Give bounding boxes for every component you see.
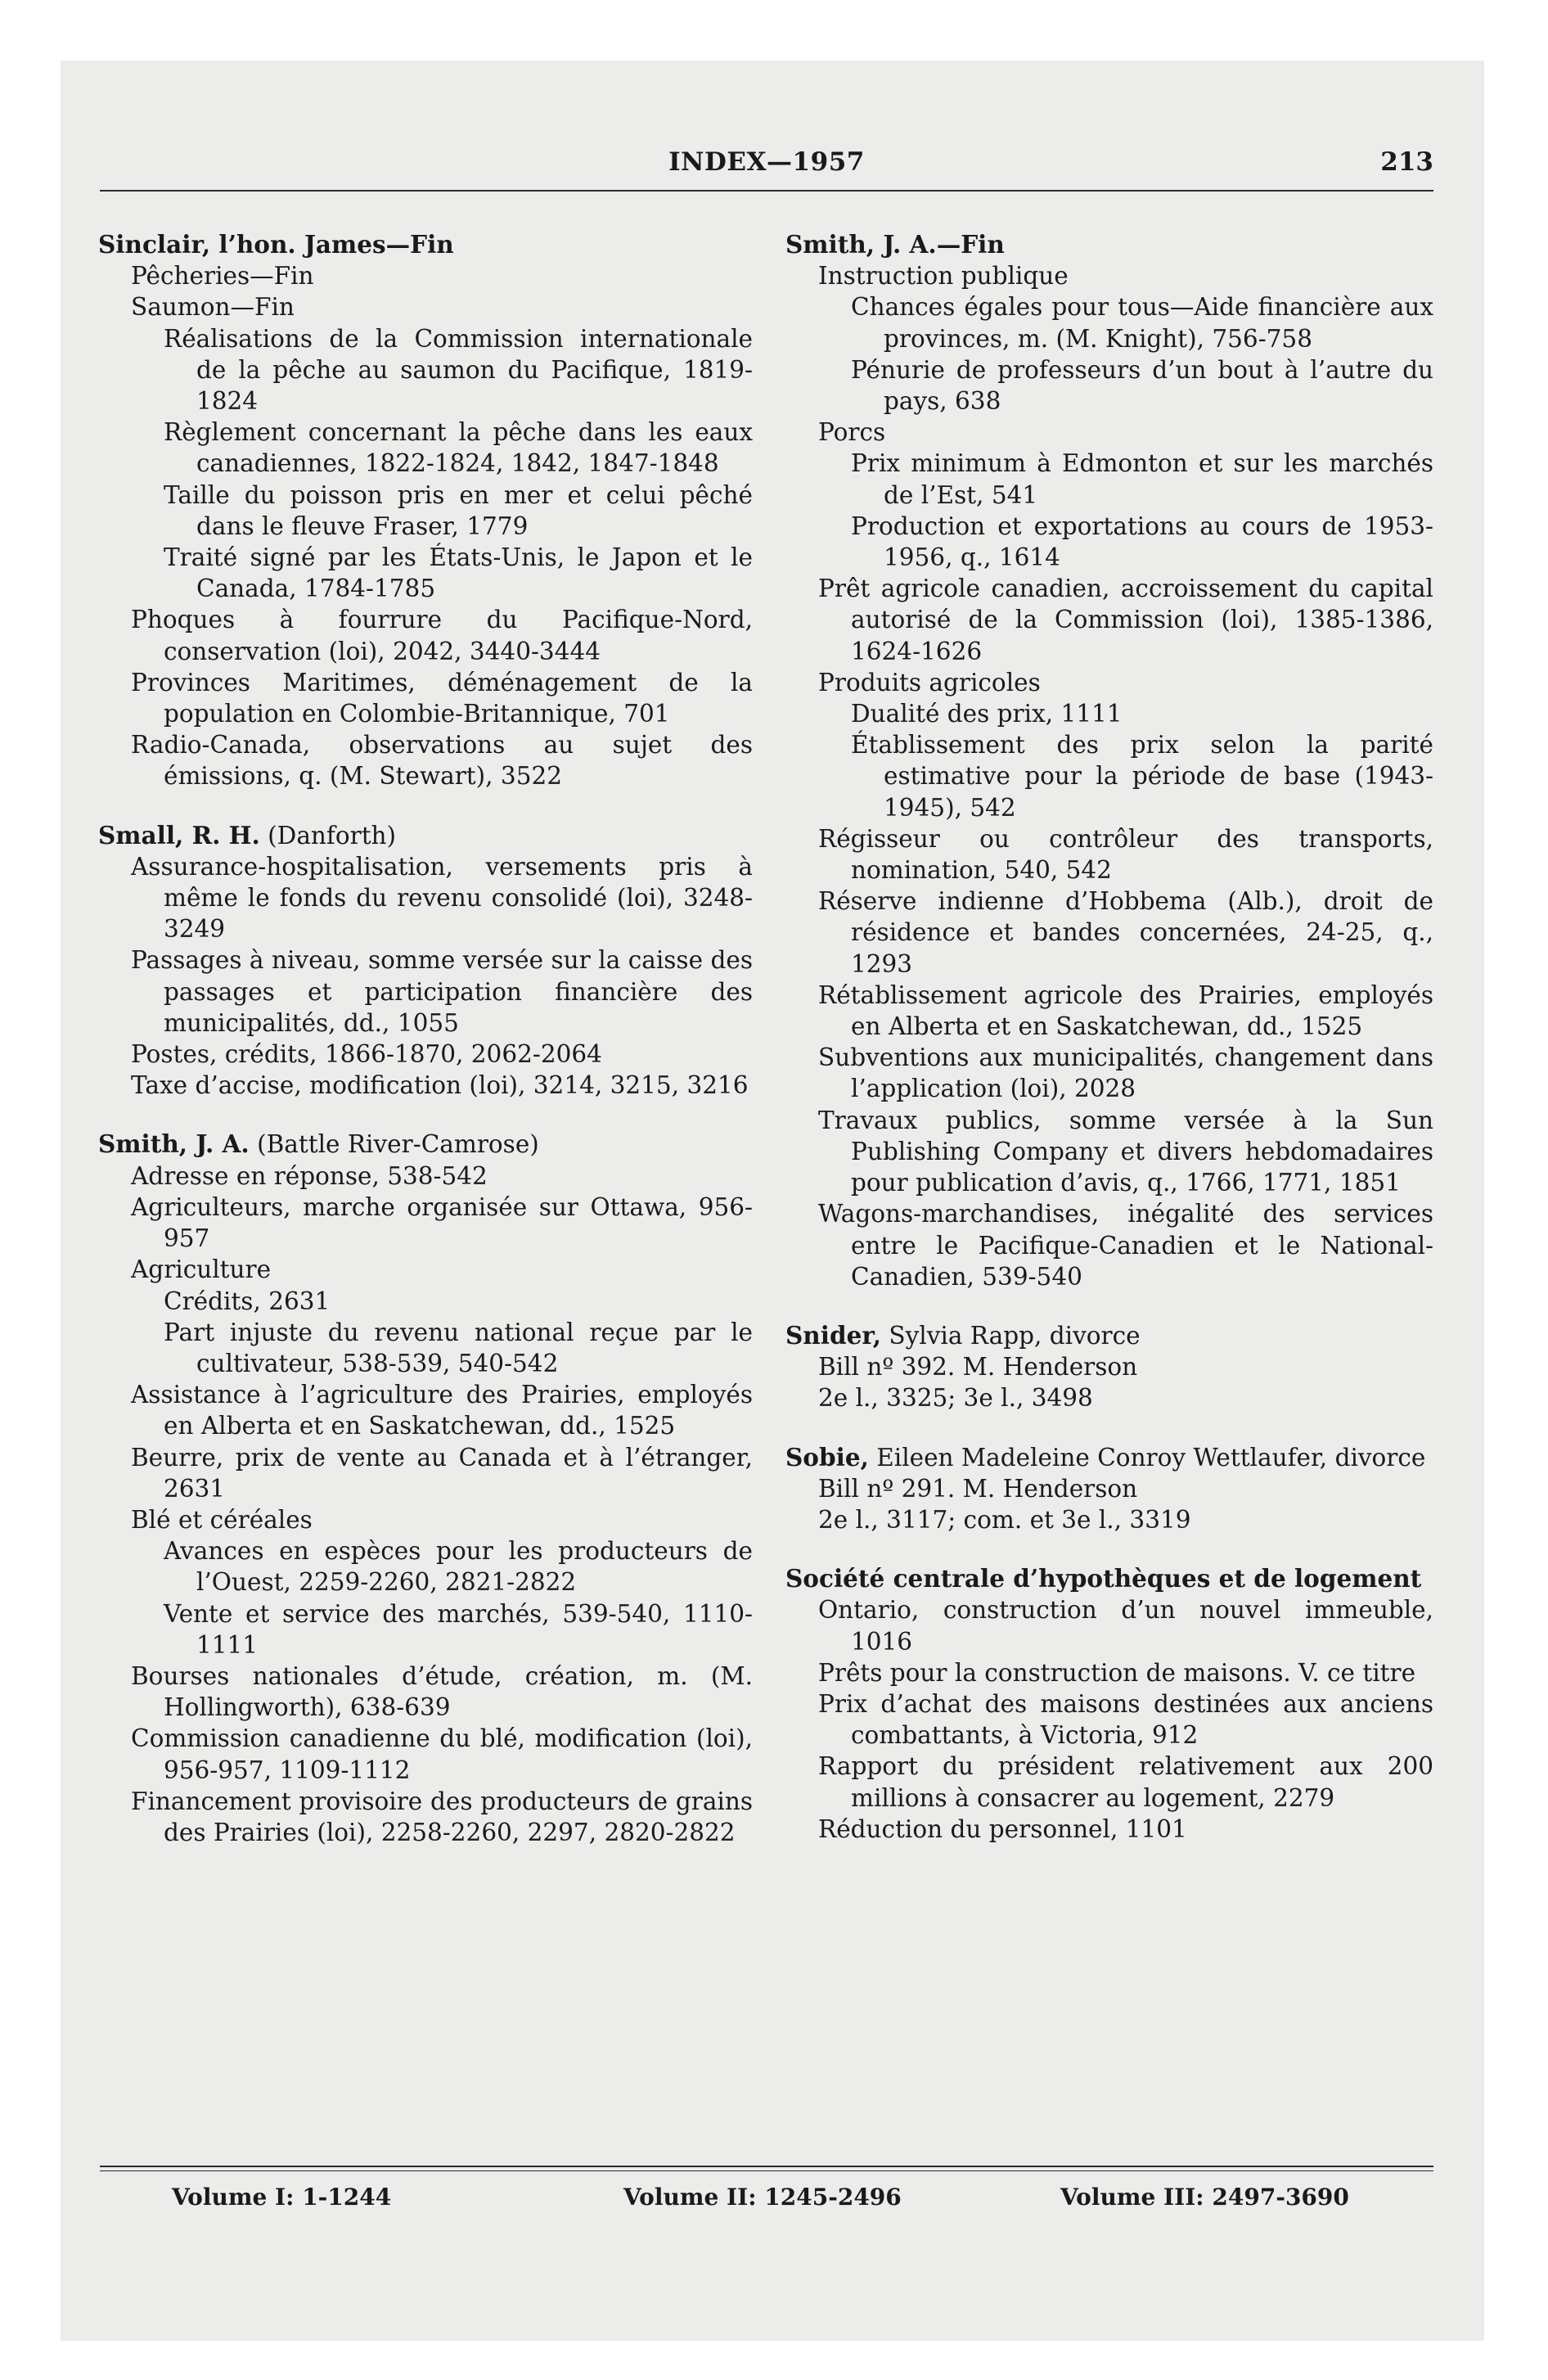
- header-rule: [100, 190, 1433, 192]
- subentry: Régisseur ou contrôleur des transports, nomination, 540, 542: [818, 824, 1433, 885]
- subentry: Travaux publics, somme versée à la Sun Publishing Company et divers hebdomadaires pour publication d’avis, q., 1766, 1771, 1851: [818, 1106, 1433, 1197]
- subentry: Rétablissement agricole des Prairies, employés en Alberta et en Saskatchewan, dd., 1525: [818, 980, 1433, 1041]
- volume-3-range: Volume III: 2497-3690: [1060, 2184, 1349, 2211]
- volume-2-range: Volume II: 1245-2496: [623, 2184, 902, 2211]
- left-column: [98, 229, 753, 1848]
- entry-riding: (Battle River-Camrose): [249, 1130, 539, 1159]
- subentry: Établissement des prix selon la parité estimative pour la période de base (1943-1945), 542: [851, 731, 1433, 822]
- subentry: Beurre, prix de vente au Canada et à l’étranger, 2631: [131, 1443, 753, 1503]
- subentry: Production et exportations au cours de 1953-1956, q., 1614: [851, 512, 1433, 572]
- volume-key: [100, 2184, 1433, 2216]
- subentry: Blé et céréales: [131, 1505, 313, 1534]
- subentry: Bourses nationales d’étude, création, m. (M. Hollingworth), 638-639: [131, 1661, 753, 1722]
- footer-rule: [100, 2166, 1433, 2167]
- subentry: Produits agricoles: [818, 668, 1041, 696]
- entry-name: Small, R. H.: [98, 820, 260, 850]
- subentry: Adresse en réponse, 538-542: [131, 1161, 488, 1190]
- subentry: Ontario, construction d’un nouvel immeuble, 1016: [818, 1596, 1433, 1656]
- subentry: Bill nº 392. M. Henderson: [818, 1353, 1138, 1382]
- subentry: 2e l., 3117; com. et 3e l., 3319: [818, 1505, 1191, 1534]
- subentry: Traité signé par les États-Unis, le Japon et le Canada, 1784-1785: [164, 543, 753, 603]
- entry-heading: Sinclair, l’hon. James—Fin: [98, 230, 454, 259]
- running-header: [100, 147, 1433, 188]
- entry-heading: Smith, J. A.—Fin: [785, 230, 1005, 259]
- subentry: Provinces Maritimes, déménagement de la population en Colombie-Britannique, 701: [131, 668, 753, 728]
- subentry: Agriculteurs, marche organisée sur Ottawa, 956-957: [131, 1192, 753, 1253]
- entry-heading: Société centrale d’hypothèques et de logement: [785, 1564, 1422, 1593]
- subentry: Phoques à fourrure du Pacifique-Nord, conservation (loi), 2042, 3440-3444: [131, 606, 753, 665]
- entry-heading: [785, 1320, 1433, 1351]
- volume-1-range: Volume I: 1-1244: [172, 2184, 392, 2211]
- subentry: Dualité des prix, 1111: [851, 700, 1123, 728]
- subentry: Agriculture: [131, 1255, 272, 1284]
- subentry: Instruction publique: [818, 262, 1069, 291]
- entry-name: Smith, J. A.: [98, 1129, 250, 1159]
- entry-heading: [98, 1129, 753, 1160]
- entry-riding: (Danforth): [259, 821, 397, 850]
- subentry: Rapport du président relativement aux 200 millions à consacrer au logement, 2279: [818, 1752, 1433, 1812]
- entry-detail: Sylvia Rapp, divorce: [881, 1321, 1141, 1350]
- subentry: Part injuste du revenu national reçue par le cultivateur, 538-539, 540-542: [164, 1318, 753, 1377]
- entry-heading: [98, 820, 753, 851]
- page-title: INDEX—1957: [668, 147, 865, 177]
- subentry: Porcs: [818, 418, 886, 447]
- subentry: Assistance à l’agriculture des Prairies, employés en Alberta et en Saskatchewan, dd., 1525: [131, 1381, 753, 1440]
- subentry: Réserve indienne d’Hobbema (Alb.), droit de résidence et bandes concernées, 24-25, q., 1293: [818, 887, 1433, 978]
- subentry: Taxe d’accise, modification (loi), 3214, 3215, 3216: [131, 1071, 749, 1100]
- entry-name: Sobie,: [785, 1442, 869, 1472]
- subentry: Réduction du personnel, 1101: [818, 1814, 1187, 1843]
- subentry: Wagons-marchandises, inégalité des services entre le Pacifique-Canadien et le National-Canadien, 539-540: [818, 1200, 1433, 1291]
- subentry: Passages à niveau, somme versée sur la caisse des passages et participation financière des municipalités, dd., 1055: [131, 946, 753, 1037]
- footer-rule-thin: [100, 2170, 1433, 2171]
- subentry: Bill nº 291. M. Henderson: [818, 1474, 1138, 1503]
- subentry: Saumon—Fin: [131, 293, 295, 322]
- subentry: Prêts pour la construction de maisons. V. ce titre: [818, 1658, 1416, 1687]
- subentry: Prêt agricole canadien, accroissement du capital autorisé de la Commission (loi), 1385-1386, 1624-1626: [818, 575, 1433, 665]
- subentry: Financement provisoire des producteurs de grains des Prairies (loi), 2258-2260, 2297, 2820-2822: [131, 1787, 753, 1846]
- subentry: Règlement concernant la pêche dans les eaux canadiennes, 1822-1824, 1842, 1847-1848: [164, 418, 753, 478]
- subentry: Assurance-hospitalisation, versements pris à même le fonds du revenu consolidé (loi), 3248-3249: [131, 852, 753, 944]
- subentry: Radio-Canada, observations au sujet des émissions, q. (M. Stewart), 3522: [131, 731, 753, 791]
- subentry: Taille du poisson pris en mer et celui pêché dans le fleuve Fraser, 1779: [164, 480, 753, 540]
- subentry: Subventions aux municipalités, changement dans l’application (loi), 2028: [818, 1044, 1433, 1103]
- page-number: 213: [1380, 147, 1433, 177]
- entry-name: Snider,: [785, 1320, 882, 1350]
- entry-heading: [785, 1442, 1433, 1473]
- subentry: Commission canadienne du blé, modification (loi), 956-957, 1109-1112: [131, 1724, 753, 1784]
- subentry: Réalisations de la Commission internationale de la pêche au saumon du Pacifique, 1819-1824: [164, 324, 753, 416]
- subentry: Pénurie de professeurs d’un bout à l’autre du pays, 638: [851, 355, 1433, 416]
- subentry: Crédits, 2631: [164, 1287, 331, 1315]
- subentry: Chances égales pour tous—Aide financière aux provinces, m. (M. Knight), 756-758: [851, 293, 1433, 353]
- subentry: Vente et service des marchés, 539-540, 1110-1111: [164, 1599, 753, 1659]
- subentry: Pêcheries—Fin: [131, 262, 314, 291]
- subentry: Postes, crédits, 1866-1870, 2062-2064: [131, 1040, 602, 1069]
- subentry: Prix minimum à Edmonton et sur les marchés de l’Est, 541: [851, 449, 1433, 509]
- entry-detail: Eileen Madeleine Conroy Wettlaufer, divorce: [868, 1443, 1426, 1472]
- subentry: 2e l., 3325; 3e l., 3498: [818, 1384, 1093, 1413]
- subentry: Avances en espèces pour les producteurs de l’Ouest, 2259-2260, 2821-2822: [164, 1537, 753, 1597]
- subentry: Prix d’achat des maisons destinées aux anciens combattants, à Victoria, 912: [818, 1689, 1433, 1750]
- right-column: [785, 229, 1433, 1845]
